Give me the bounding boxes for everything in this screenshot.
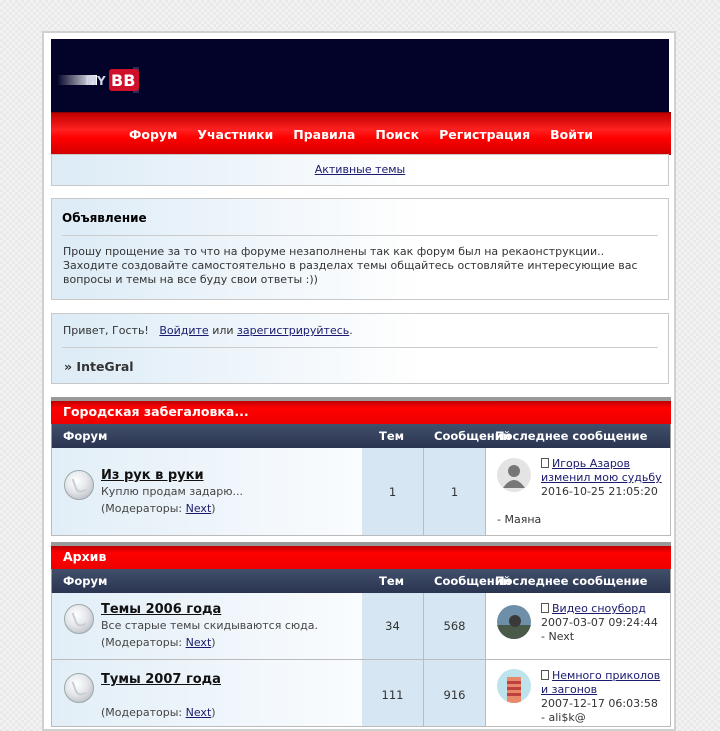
- register-link[interactable]: зарегистрируйтесь: [237, 324, 350, 337]
- last-post-date: 2007-12-17 06:03:58: [541, 697, 658, 710]
- logo-my-text: MY: [85, 74, 106, 88]
- forum-description: Куплю продам задарю...: [101, 485, 244, 498]
- mods-label: (Модераторы:: [101, 636, 183, 649]
- announcement-text: Прошу прощение за то что на форуме незаполнены так как форум был на рекаонструкции.. Заходите создовайте самостоятельно в разделах темы общайтесь остовляйте интересующие вас вопросы и темы на все буду свои ответы :)): [63, 245, 638, 286]
- mods-close: ): [211, 502, 216, 515]
- last-post-date: 2016-10-25 21:05:20: [541, 485, 658, 498]
- col-topics: Тем: [379, 574, 405, 588]
- category-city-tavern: [51, 397, 671, 536]
- mods-close: ): [211, 636, 216, 649]
- last-post-info: [541, 602, 664, 644]
- guest-greeting: [63, 324, 353, 337]
- forum-status-icon: [64, 673, 94, 703]
- col-last-post: Последнее сообщение: [495, 429, 648, 443]
- period-text: .: [349, 324, 353, 337]
- topic-count: [362, 448, 424, 535]
- category-title[interactable]: Городская забегаловка...: [51, 397, 671, 424]
- last-post-author[interactable]: - ali$k@: [541, 711, 586, 724]
- document-icon: [541, 603, 549, 613]
- page-wrapper: [42, 31, 676, 731]
- last-post-link[interactable]: Немного приколов и загонов: [541, 669, 661, 696]
- document-icon: [541, 458, 549, 468]
- post-count: [424, 593, 486, 659]
- column-header: [51, 424, 671, 448]
- topic-count-value: 34: [385, 619, 400, 633]
- category-title[interactable]: Архив: [51, 542, 671, 569]
- col-forum: Форум: [63, 429, 108, 443]
- nav-login[interactable]: Войти: [550, 126, 593, 142]
- announcement-box: [51, 198, 669, 300]
- forum-moderators: [101, 502, 216, 515]
- topic-count: [362, 660, 424, 726]
- user-avatar[interactable]: [497, 458, 531, 492]
- greeting-text: Привет, Гость!: [63, 324, 149, 337]
- post-count-value: 1: [450, 485, 459, 499]
- last-post-info: [541, 457, 664, 499]
- topic-count-value: 111: [381, 688, 404, 702]
- breadcrumb[interactable]: » InteGral: [64, 359, 134, 374]
- column-header: [51, 569, 671, 593]
- forum-status-icon: [64, 470, 94, 500]
- last-post-author[interactable]: - Маяна: [497, 513, 542, 526]
- divider: [62, 235, 658, 236]
- user-avatar[interactable]: [497, 605, 531, 639]
- col-forum: Форум: [63, 574, 108, 588]
- welcome-box: [51, 313, 669, 384]
- topic-count-value: 1: [388, 485, 397, 499]
- mybb-logo[interactable]: [57, 65, 149, 95]
- col-topics: Тем: [379, 429, 405, 443]
- post-count-value: 916: [443, 688, 466, 702]
- or-text: или: [212, 324, 234, 337]
- last-post-author[interactable]: - Next: [541, 630, 575, 643]
- category-archive: [51, 542, 671, 727]
- col-last-post: Последнее сообщение: [495, 574, 648, 588]
- header-banner: [51, 39, 671, 112]
- last-post-cell: [486, 593, 670, 659]
- announcement-title: Объявление: [62, 211, 147, 225]
- nav-rules[interactable]: Правила: [293, 126, 356, 142]
- forum-row: [51, 660, 671, 727]
- forum-title-link[interactable]: Темы 2006 года: [101, 602, 222, 617]
- last-post-link[interactable]: Видео сноуборд: [552, 602, 646, 615]
- forum-title-link[interactable]: Из рук в руки: [101, 468, 204, 483]
- last-post-cell: [486, 660, 670, 726]
- nav-register[interactable]: Регистрация: [439, 126, 531, 142]
- main-nav: [51, 112, 671, 155]
- active-topics-bar: [51, 154, 669, 186]
- nav-search[interactable]: Поиск: [375, 126, 420, 142]
- forum-row: [51, 593, 671, 660]
- mods-label: (Модераторы:: [101, 706, 183, 719]
- moderator-link[interactable]: Next: [185, 636, 212, 649]
- post-count: [424, 660, 486, 726]
- forum-description: Все старые темы скидываются сюда.: [101, 619, 318, 632]
- login-link[interactable]: Войдите: [159, 324, 209, 337]
- user-avatar[interactable]: [497, 669, 531, 703]
- topic-count: [362, 593, 424, 659]
- active-topics-link[interactable]: Активные темы: [314, 163, 406, 176]
- col-posts: Сообщений: [434, 429, 511, 443]
- logo-bb-text: BB: [111, 71, 136, 90]
- moderator-link[interactable]: Next: [185, 706, 212, 719]
- nav-members[interactable]: Участники: [197, 126, 274, 142]
- post-count: [424, 448, 486, 535]
- mods-label: (Модераторы:: [101, 502, 183, 515]
- last-post-info: [541, 669, 664, 725]
- forum-title-link[interactable]: Тумы 2007 года: [101, 672, 221, 687]
- forum-moderators: [101, 706, 216, 719]
- last-post-date: 2007-03-07 09:24:44: [541, 616, 658, 629]
- document-icon: [541, 670, 549, 680]
- col-posts: Сообщений: [434, 574, 511, 588]
- moderator-link[interactable]: Next: [185, 502, 212, 515]
- divider: [62, 347, 658, 348]
- nav-forum[interactable]: Форум: [129, 126, 178, 142]
- forum-row: [51, 448, 671, 536]
- mods-close: ): [211, 706, 216, 719]
- last-post-link[interactable]: Игорь Азаров изменил мою судьбу: [541, 457, 662, 484]
- last-post-cell: [486, 448, 670, 535]
- forum-status-icon: [64, 604, 94, 634]
- forum-moderators: [101, 636, 216, 649]
- post-count-value: 568: [443, 619, 466, 633]
